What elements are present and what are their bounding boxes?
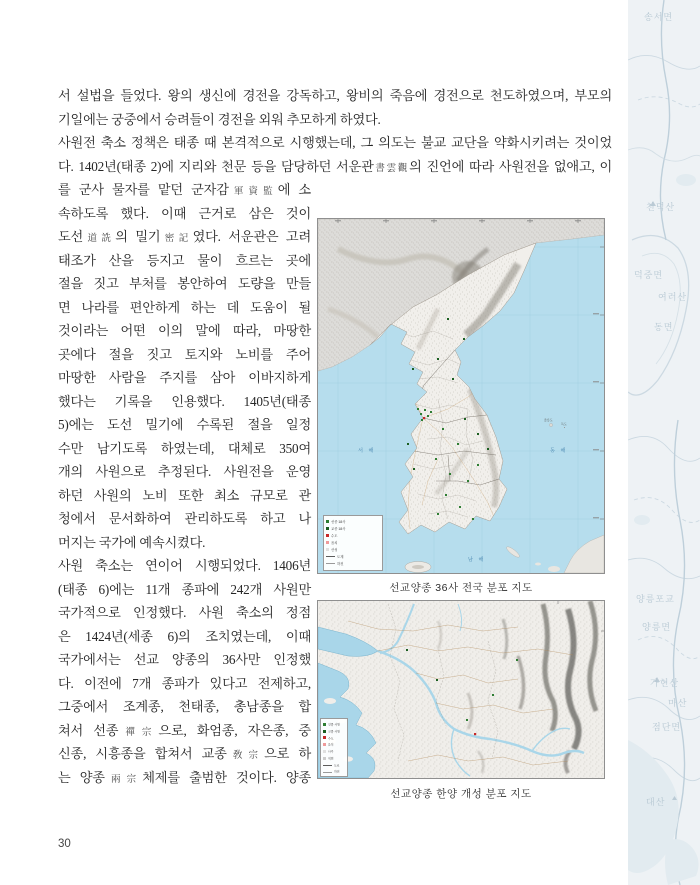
text-line: 마땅한 사람을 주지를 삼아 이바지하게 [58,370,311,385]
legend-row [323,769,346,776]
legend-row [326,553,381,560]
text-line: (태종 6)에는 11개 종파에 242개 사원만 [58,581,311,597]
margin-map-label: 송서면 [644,12,674,22]
legend-swatch [323,730,326,733]
text-line: 속하도록 했다. 이때 근거로 삼은 것이 [58,205,311,221]
margin-map-label: 천덕산 [646,202,676,212]
sea-label-east: 동 해 [550,448,568,454]
legend-label: 읍치 [331,541,338,546]
legend-row [323,755,346,762]
legend-label: 교종 사원 [328,730,340,734]
legend-label: 하천 [337,562,344,567]
legend-row [323,748,346,755]
hanja-annotation: 禪宗 [118,727,159,738]
legend-row [326,532,381,539]
text-line: 머지는 국가에 예속시켰다. [58,534,206,550]
text-line: 쳐서 선종禪宗으로, 화엄종, 자은종, 중 [58,722,311,738]
legend-swatch [323,750,326,753]
text-line: 개의 사원으로 추정된다. 사원전을 운영 [58,464,311,479]
margin-map-label: 양릉면 [642,622,672,632]
text-line: 은 1424년(세종 6)의 조치였는데, 이때 [58,628,311,644]
text-line: 신종, 시흥종을 합쳐서 교종敎宗으로 하 [58,746,311,761]
margin-map-label: 점단면 [652,722,682,732]
legend-label: 수도 [331,534,338,539]
text-line: 도선道詵의 밀기密記였다. 서운관은 고려 [58,229,312,244]
legend-label: 도계 [337,555,344,560]
text-line: 그중에서 조계종, 천태종, 총남종을 합 [58,699,311,714]
legend-label: 선종 사원 [328,723,340,727]
legend-row [326,546,381,553]
text-line: 는 양종兩宗체제를 출범한 것이다. 양종 [58,769,311,785]
legend-row [323,735,346,742]
legend-swatch [326,548,329,551]
text-line: 사원 축소는 연이어 시행되었다. 1406년 [58,558,311,573]
margin-map-label: 대산 [646,797,666,807]
text-line: 하던 사원의 노비 또한 최소 규모로 관 [58,487,311,503]
legend-swatch [323,772,332,773]
legend-label: 역원 [328,757,334,761]
legend-row [323,741,346,748]
legend-label: 하천 [334,771,340,775]
map-legend-capital [320,718,348,777]
text-line: 청에서 문서화하여 관리하도록 하고 나 [58,511,311,526]
margin-map-label: 동면 [654,322,674,332]
legend-row [323,721,346,728]
margin-map-label: 가현산 [650,678,680,688]
text-line: 5)에는 도선 밀기에 수록된 절을 일정 [58,417,311,432]
legend-swatch [323,736,326,739]
legend-row [326,560,381,567]
capital-region-map [318,601,604,778]
legend-swatch [326,556,335,557]
legend-swatch [326,534,329,537]
legend-label: 읍치 [328,744,334,747]
legend-swatch [323,757,326,760]
legend-label: 산성 [331,548,338,553]
legend-swatch [326,563,335,564]
margin-map-label: 양릉포교 [636,594,675,604]
legend-label: 교종 18사 [331,527,346,532]
text-line: 국가적으로 인정했다. 사원 축소의 정점 [58,605,311,620]
legend-row [323,728,346,735]
text-line: 절을 짓고 부처를 봉안하여 도량을 만들 [58,276,311,291]
legend-swatch [326,541,329,544]
text-line: 면 나라를 편안하게 하는 데 도움이 될 [58,299,311,315]
legend-row [326,518,381,525]
text-line: 다. 이전에 7개 종파가 있다고 전제하고, [58,675,311,691]
legend-row [326,539,381,546]
text-line: 국가에서는 선교 양종의 36사만 인정했 [58,652,311,667]
figure-caption-capital: 선교양종 한양 개성 분포 지도 [390,788,532,800]
margin-map-label: 여러산 [658,292,688,302]
legend-row [323,762,346,769]
text-line: 사원전 축소 정책은 태종 때 본격적으로 시행했는데, 그 의도는 불교 교단을 약화시키려는 것이었 [58,135,612,150]
legend-label: 도로 [334,764,340,768]
sea-label-south: 남 해 [468,557,486,563]
margin-contours [628,0,700,885]
text-line: 곳에다 절을 짓고 토지와 노비를 주어 [58,346,311,362]
hanja-annotation: 書雲觀 [373,163,410,174]
margin-map-label: 덕중면 [634,270,664,280]
legend-swatch [323,723,326,726]
text-line: 했다는 기록을 인용했다. 1405년(태종 [58,393,311,409]
hanja-annotation: 密記 [160,234,193,244]
sea-label-west: 서 해 [358,448,376,454]
legend-swatch [323,743,326,746]
legend-swatch [323,765,332,766]
text-line: 서 설법을 들었다. 왕의 생신에 경전을 강독하고, 왕비의 죽음에 경전으로 천도하였으며, 부모의 [58,88,612,103]
text-line: 다. 1402년(태종 2)에 지리와 천문 등을 담당하던 서운관書雲觀의 진언에 따라 사원전을 없애고, 이 [58,158,612,174]
text-line: 것이라는 어떤 이의 말에 따라, 마땅한 [58,323,311,338]
island-label-ulleungdo: 울릉도 [544,418,553,422]
legend-row [326,525,381,532]
legend-swatch [326,520,329,523]
legend-label: 나루 [328,750,334,754]
legend-swatch [326,527,329,530]
text-line: 태조가 산을 등지고 물이 흐르는 곳에 [58,252,311,268]
figure-caption-national: 선교양종 36사 전국 분포 지도 [389,582,533,594]
text-line: 를 군사 물자를 맡던 군자감軍資監에 소 [58,182,311,197]
legend-label: 선종 18사 [331,520,346,525]
margin-map-label: 마산 [668,698,688,708]
text-line: 수만 남기도록 하였는데, 대체로 350여 [58,440,311,456]
map-legend [323,515,383,571]
hanja-annotation: 道詵 [83,234,116,244]
page-number: 30 [58,838,71,850]
figure-map-capital [317,600,605,779]
hanja-annotation: 兩宗 [104,774,143,785]
hanja-annotation: 軍資監 [228,187,278,197]
island-label-dokdo: 독도 [561,422,567,426]
margin-map-artwork [628,0,700,885]
figure-map-national [317,218,605,574]
legend-label: 수도 [328,737,334,741]
intro-paragraph [58,84,612,178]
body-text-column [58,178,311,789]
hanja-annotation: 敎宗 [226,751,265,761]
text-line: 기일에는 궁중에서 승려들이 경전을 외워 추모하게 하였다. [58,111,381,127]
